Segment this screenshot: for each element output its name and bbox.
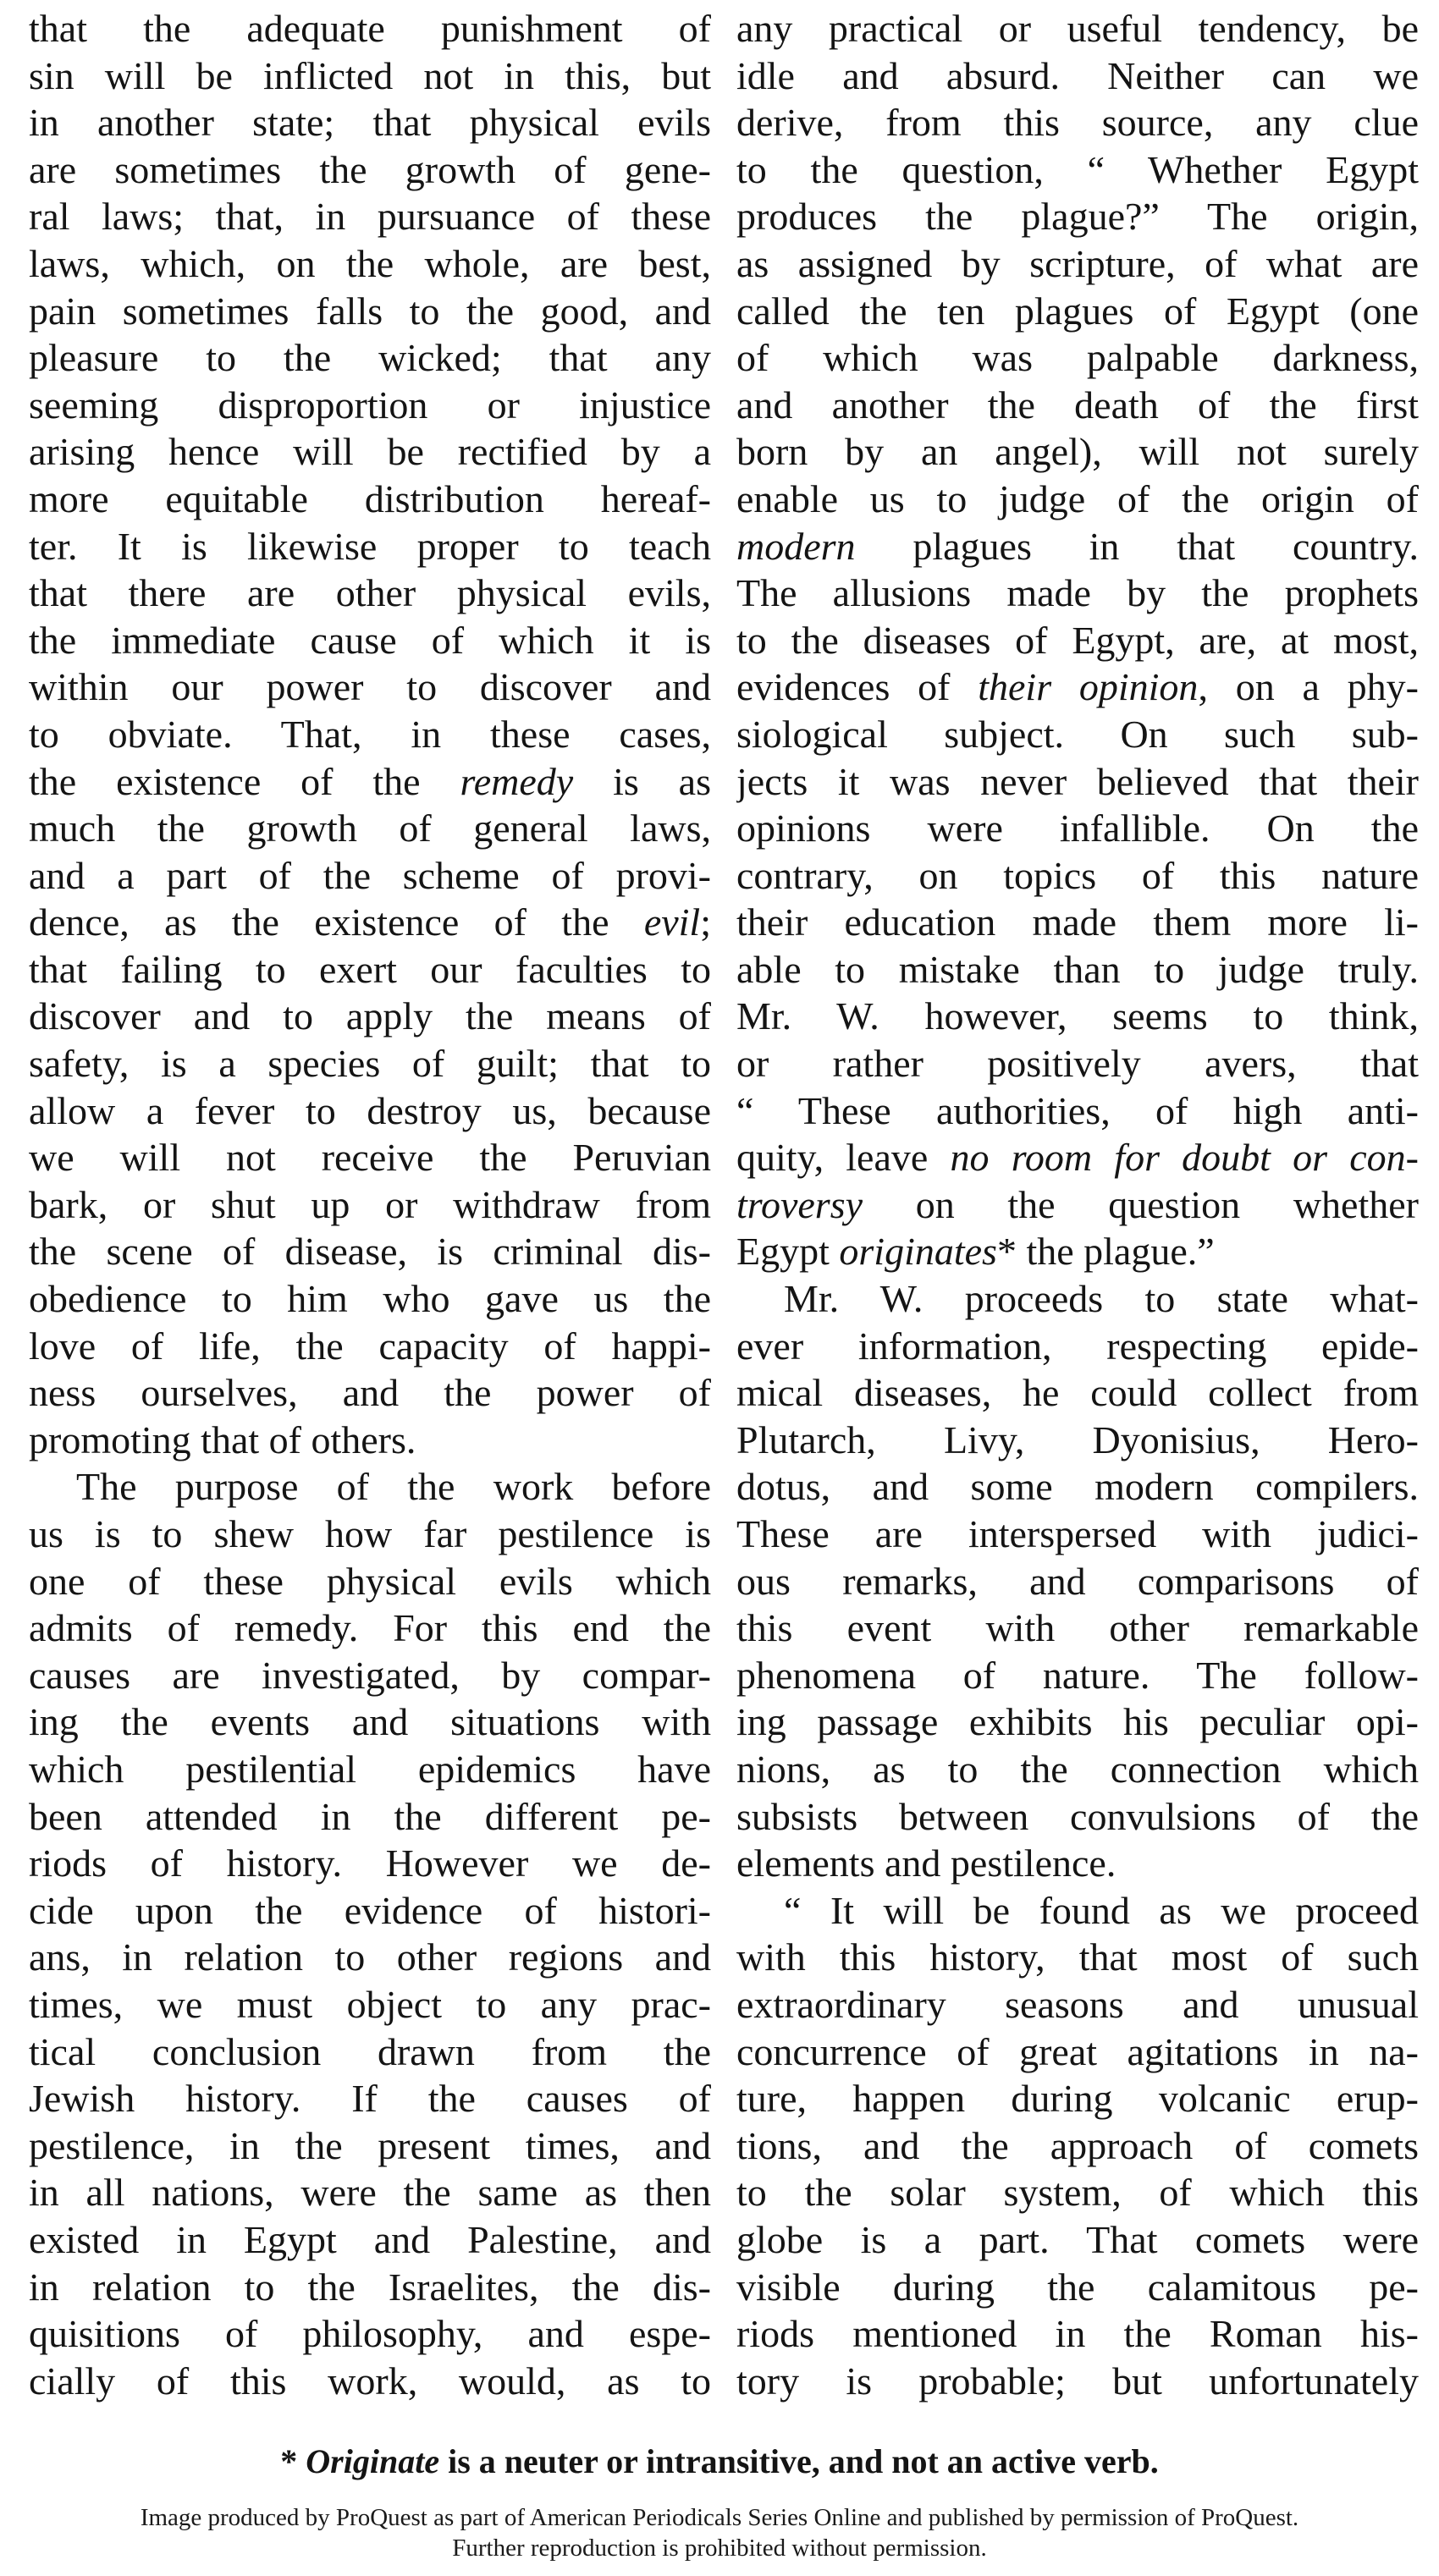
text-line <box>736 523 1419 570</box>
text-line: more equitable distribution hereaf- <box>29 476 711 520</box>
text-line: nions, as to the connection which <box>736 1747 1419 1791</box>
text-line: or rather positively avers, that <box>736 1042 1419 1086</box>
text-run: the existence of the <box>29 759 460 803</box>
copyright-line-1: Image produced by ProQuest as part of American Periodicals Series Online and published by permission of ProQuest. <box>140 2504 1299 2531</box>
text-run: evidences of <box>736 665 979 709</box>
text-line: able to mistake than to judge truly. <box>736 947 1419 991</box>
text-line: are sometimes the growth of gene- <box>29 147 711 191</box>
text-line: tory is probable; but unfortunately <box>736 2359 1419 2403</box>
text-line: cide upon the evidence of histori- <box>29 1888 711 1932</box>
text-line: opinions were infallible. On the <box>736 806 1419 850</box>
text-run: Egypt <box>736 1230 840 1274</box>
text-line: globe is a part. That comets were <box>736 2217 1419 2261</box>
text-line: that there are other physical evils, <box>29 571 711 615</box>
text-line: laws, which, on the whole, are best, <box>29 241 711 285</box>
italic-emphasis: troversy <box>736 1182 863 1226</box>
text-line: much the growth of general laws, <box>29 806 711 850</box>
footnote <box>0 2441 1439 2482</box>
text-line: ever information, respecting epide- <box>736 1324 1419 1368</box>
text-line: love of life, the capacity of happi- <box>29 1324 711 1368</box>
text-run: quity, leave <box>736 1136 951 1180</box>
text-line: been attended in the different pe- <box>29 1794 711 1838</box>
text-line: subsists between convulsions of the <box>736 1794 1419 1838</box>
text-line: and a part of the scheme of provi- <box>29 853 711 897</box>
text-line: in another state; that physical evils <box>29 101 711 145</box>
text-line: enable us to judge of the origin of <box>736 476 1419 520</box>
copyright-notice <box>0 2502 1439 2563</box>
text-line: to the diseases of Egypt, are, at most, <box>736 618 1419 662</box>
text-line: allow a fever to destroy us, because <box>29 1088 711 1132</box>
text-line: mical diseases, he could collect from <box>736 1371 1419 1415</box>
text-line: ing the events and situations with <box>29 1700 711 1744</box>
text-line: pain sometimes falls to the good, and <box>29 289 711 333</box>
italic-emphasis: remedy <box>460 759 574 803</box>
text-line: “ It will be found as we proceed <box>784 1888 1419 1932</box>
text-line: riods mentioned in the Roman his- <box>736 2312 1419 2356</box>
text-run: ; <box>700 900 711 944</box>
footnote-marker: * <box>280 2442 306 2480</box>
text-line <box>736 1134 1419 1181</box>
text-line: times, we must object to any prac- <box>29 1982 711 2026</box>
text-run: dence, as the existence of the <box>29 900 644 944</box>
text-line: with this history, that most of such <box>736 1935 1419 1979</box>
text-line: one of these physical evils which <box>29 1559 711 1603</box>
text-line: pleasure to the wicked; that any <box>29 336 711 380</box>
text-line <box>29 758 711 806</box>
right-column <box>736 5 1419 2404</box>
text-line: extraordinary seasons and unusual <box>736 1982 1419 2026</box>
text-line: cially of this work, would, as to <box>29 2359 711 2403</box>
text-line: which pestilential epidemics have <box>29 1747 711 1791</box>
text-line: in all nations, were the same as then <box>29 2171 711 2215</box>
text-line: Jewish history. If the causes of <box>29 2077 711 2121</box>
text-line: sin will be inflicted not in this, but <box>29 53 711 97</box>
text-line: promoting that of others. <box>29 1417 416 1461</box>
text-line: produces the plague?” The origin, <box>736 195 1419 239</box>
text-line: to the question, “ Whether Egypt <box>736 147 1419 191</box>
footnote-term: Originate <box>306 2442 440 2480</box>
text-line: that failing to exert our faculties to <box>29 947 711 991</box>
text-run: * the plague.” <box>996 1230 1215 1274</box>
text-line: ing passage exhibits his peculiar opi- <box>736 1700 1419 1744</box>
left-column <box>29 5 711 2404</box>
text-line: bark, or shut up or withdraw from <box>29 1182 711 1226</box>
text-line: this event with other remarkable <box>736 1606 1419 1650</box>
text-line: us is to shew how far pestilence is <box>29 1512 711 1555</box>
text-line: called the ten plagues of Egypt (one <box>736 289 1419 333</box>
text-line <box>29 899 711 946</box>
text-line <box>736 1181 1419 1229</box>
text-line: visible during the calamitous pe- <box>736 2265 1419 2309</box>
text-line: discover and to apply the means of <box>29 994 711 1038</box>
text-line <box>736 1228 1419 1275</box>
text-line: Plutarch, Livy, Dyonisius, Hero- <box>736 1417 1419 1461</box>
text-line: pestilence, in the present times, and <box>29 2123 711 2167</box>
text-line: within our power to discover and <box>29 665 711 709</box>
text-line: their education made them more li- <box>736 900 1419 944</box>
text-line: jects it was never believed that their <box>736 759 1419 803</box>
text-line: dotus, and some modern compilers. <box>736 1465 1419 1509</box>
text-run: plagues in that country. <box>855 524 1419 568</box>
text-line: that the adequate punishment of <box>29 7 711 50</box>
text-line: arising hence will be rectified by a <box>29 430 711 474</box>
text-line: derive, from this source, any clue <box>736 101 1419 145</box>
text-line: Mr. W. proceeds to state what- <box>784 1277 1419 1321</box>
italic-emphasis: originates <box>839 1230 997 1274</box>
text-line: of which was palpable darkness, <box>736 336 1419 380</box>
text-line <box>736 663 1419 711</box>
text-line: The allusions made by the prophets <box>736 571 1419 615</box>
text-line: “ These authorities, of high anti- <box>736 1088 1419 1132</box>
text-line: tions, and the approach of comets <box>736 2123 1419 2167</box>
text-line: ans, in relation to other regions and <box>29 1935 711 1979</box>
text-line: idle and absurd. Neither can we <box>736 53 1419 97</box>
text-line: the immediate cause of which it is <box>29 618 711 662</box>
text-line: ter. It is likewise proper to teach <box>29 524 711 568</box>
text-line: admits of remedy. For this end the <box>29 1606 711 1650</box>
footnote-text: is a neuter or intransitive, and not an active verb. <box>439 2442 1159 2480</box>
text-line: to the solar system, of which this <box>736 2171 1419 2215</box>
text-line: ous remarks, and comparisons of <box>736 1559 1419 1603</box>
text-line: The purpose of the work before <box>76 1465 711 1509</box>
text-line: ture, happen during volcanic erup- <box>736 2077 1419 2121</box>
text-line: and another the death of the first <box>736 383 1419 427</box>
text-line: obedience to him who gave us the <box>29 1277 711 1321</box>
text-line: as assigned by scripture, of what are <box>736 241 1419 285</box>
text-line: contrary, on topics of this nature <box>736 853 1419 897</box>
text-line: to obviate. That, in these cases, <box>29 712 711 756</box>
copyright-line-2: Further reproduction is prohibited without permission. <box>452 2535 987 2562</box>
text-run: on the question whether <box>863 1182 1419 1226</box>
text-line: concurrence of great agitations in na- <box>736 2029 1419 2073</box>
text-line: siological subject. On such sub- <box>736 712 1419 756</box>
italic-emphasis: no room for doubt or con- <box>950 1136 1419 1180</box>
text-line: in relation to the Israelites, the dis- <box>29 2265 711 2309</box>
text-line: ness ourselves, and the power of <box>29 1371 711 1415</box>
text-line: tical conclusion drawn from the <box>29 2029 711 2073</box>
text-line: These are interspersed with judici- <box>736 1512 1419 1555</box>
text-line: safety, is a species of guilt; that to <box>29 1042 711 1086</box>
text-line: ral laws; that, in pursuance of these <box>29 195 711 239</box>
italic-emphasis: their opinion <box>978 665 1199 709</box>
text-line: quisitions of philosophy, and espe- <box>29 2312 711 2356</box>
text-line: the scene of disease, is criminal dis- <box>29 1230 711 1274</box>
italic-emphasis: modern <box>736 524 856 568</box>
text-line: born by an angel), will not surely <box>736 430 1419 474</box>
text-run: is as <box>573 759 711 803</box>
text-line: elements and pestilence. <box>736 1841 1116 1885</box>
text-line: riods of history. However we de- <box>29 1841 711 1885</box>
text-line: we will not receive the Peruvian <box>29 1136 711 1180</box>
text-line: Mr. W. however, seems to think, <box>736 994 1419 1038</box>
text-line: phenomena of nature. The follow- <box>736 1653 1419 1697</box>
text-run: , on a phy- <box>1198 665 1419 709</box>
text-line: seeming disproportion or injustice <box>29 383 711 427</box>
text-line: existed in Egypt and Palestine, and <box>29 2217 711 2261</box>
italic-emphasis: evil <box>643 900 701 944</box>
text-line: causes are investigated, by compar- <box>29 1653 711 1697</box>
text-line: any practical or useful tendency, be <box>736 7 1419 50</box>
